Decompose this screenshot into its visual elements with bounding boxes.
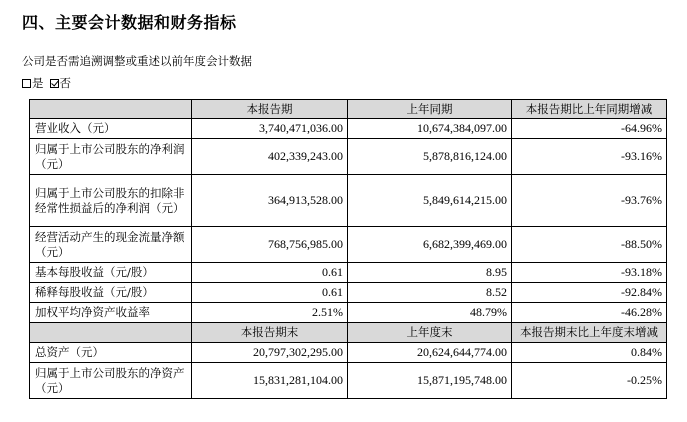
row-label: 归属于上市公司股东的净资产（元） bbox=[30, 363, 192, 399]
choice-yes-label: 是 bbox=[32, 76, 44, 90]
prior-period-value: 48.79% bbox=[348, 303, 512, 323]
current-period-value: 2.51% bbox=[192, 303, 348, 323]
change-value: 0.84% bbox=[512, 343, 667, 363]
table-header-row bbox=[30, 323, 667, 343]
header-cell: 本报告期末 bbox=[192, 323, 348, 343]
period-end-value: 20,797,302,295.00 bbox=[192, 343, 348, 363]
section-title: 四、主要会计数据和财务指标 bbox=[22, 13, 237, 32]
row-label: 总资产（元） bbox=[30, 343, 192, 363]
change-value: -92.84% bbox=[512, 283, 667, 303]
row-label: 稀释每股收益（元/股） bbox=[30, 283, 192, 303]
change-value: -93.76% bbox=[512, 175, 667, 227]
checkbox-no-icon[interactable] bbox=[50, 79, 59, 88]
table-row bbox=[30, 363, 667, 399]
current-period-value: 0.61 bbox=[192, 283, 348, 303]
table-row bbox=[30, 139, 667, 175]
restatement-choices bbox=[22, 75, 71, 91]
prior-period-value: 5,878,816,124.00 bbox=[348, 139, 512, 175]
row-label: 归属于上市公司股东的净利润（元） bbox=[30, 139, 192, 175]
header-cell bbox=[30, 323, 192, 343]
period-end-value: 15,831,281,104.00 bbox=[192, 363, 348, 399]
change-value: -93.16% bbox=[512, 139, 667, 175]
current-period-value: 402,339,243.00 bbox=[192, 139, 348, 175]
change-value: -46.28% bbox=[512, 303, 667, 323]
header-cell bbox=[30, 100, 192, 119]
choice-no-label: 否 bbox=[59, 76, 71, 90]
choice-no[interactable] bbox=[50, 75, 72, 91]
change-value: -88.50% bbox=[512, 227, 667, 263]
table-row bbox=[30, 303, 667, 323]
current-period-value: 364,913,528.00 bbox=[192, 175, 348, 227]
current-period-value: 3,740,471,036.00 bbox=[192, 119, 348, 139]
header-cell: 上年同期 bbox=[348, 100, 512, 119]
prior-year-end-value: 15,871,195,748.00 bbox=[348, 363, 512, 399]
current-period-value: 768,756,985.00 bbox=[192, 227, 348, 263]
prior-year-end-value: 20,624,644,774.00 bbox=[348, 343, 512, 363]
prior-period-value: 5,849,614,215.00 bbox=[348, 175, 512, 227]
current-period-value: 0.61 bbox=[192, 263, 348, 283]
header-cell: 本报告期末比上年度末增减 bbox=[512, 323, 667, 343]
restatement-question: 公司是否需追溯调整或重述以前年度会计数据 bbox=[22, 54, 252, 68]
header-cell: 本报告期比上年同期增减 bbox=[512, 100, 667, 119]
row-label: 归属于上市公司股东的扣除非经常性损益后的净利润（元） bbox=[30, 175, 192, 227]
change-value: -64.96% bbox=[512, 119, 667, 139]
header-cell: 上年度末 bbox=[348, 323, 512, 343]
table-row bbox=[30, 227, 667, 263]
table-row bbox=[30, 119, 667, 139]
table-header-row bbox=[30, 100, 667, 119]
checkbox-yes-icon[interactable] bbox=[22, 79, 31, 88]
header-cell: 本报告期 bbox=[192, 100, 348, 119]
row-label: 加权平均净资产收益率 bbox=[30, 303, 192, 323]
table-row bbox=[30, 283, 667, 303]
row-label: 基本每股收益（元/股） bbox=[30, 263, 192, 283]
choice-yes[interactable] bbox=[22, 75, 44, 91]
prior-period-value: 8.95 bbox=[348, 263, 512, 283]
row-label: 经营活动产生的现金流量净额（元） bbox=[30, 227, 192, 263]
table-row bbox=[30, 343, 667, 363]
prior-period-value: 10,674,384,097.00 bbox=[348, 119, 512, 139]
prior-period-value: 8.52 bbox=[348, 283, 512, 303]
row-label: 营业收入（元） bbox=[30, 119, 192, 139]
change-value: -0.25% bbox=[512, 363, 667, 399]
financial-indicators-table bbox=[29, 99, 667, 399]
table-row bbox=[30, 175, 667, 227]
change-value: -93.18% bbox=[512, 263, 667, 283]
prior-period-value: 6,682,399,469.00 bbox=[348, 227, 512, 263]
table-row bbox=[30, 263, 667, 283]
